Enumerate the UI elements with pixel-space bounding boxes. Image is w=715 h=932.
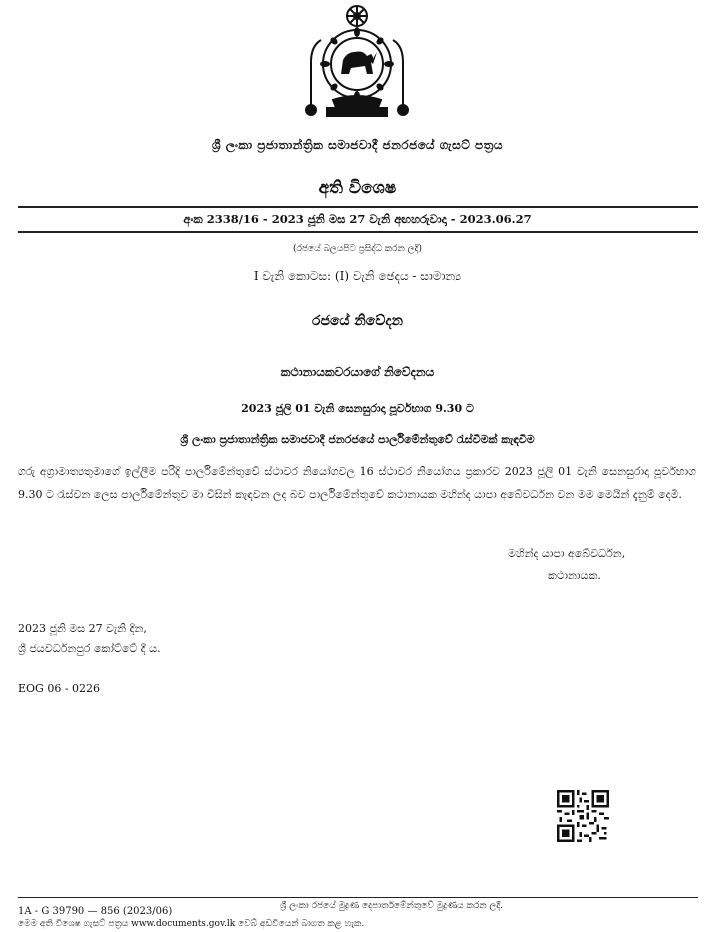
signature-title: කථානායක.: [548, 569, 601, 582]
header-bottom-rule: [18, 231, 698, 233]
notice-subject: ශ්‍රී ලංකා ප්‍රජාතාන්ත්‍රික සමාජවාදී ජනරජයේ පාර්ලිමේන්තුවේ රැස්වීමක් කැඳවීම: [180, 433, 535, 446]
gazette-subtitle: අති විශෙෂ: [318, 178, 397, 198]
footer-code: 1A - G 39790 — 856 (2023/06): [18, 906, 173, 917]
date-line: 2023 ජූනි මස 27 වැනි දින,: [18, 622, 147, 635]
printed-by-line: ශ්‍රී ලංකා රජයේ මුද්‍රණ දෙපාර්තමේන්තුවේ මුද්‍රණය කරන ලදී.: [280, 901, 504, 911]
place-line: ශ්‍රී ජයවර්ධනපුර කෝට්ටේ දී ය.: [18, 642, 161, 655]
published-by-line: (රජයේ බලයපිට ප්‍රසිද්ධ කරන ලදි): [292, 244, 423, 254]
footer-rule: [18, 897, 698, 898]
footer-web-note: මෙම අති විශෙෂ ගැසට් පත්‍රය www.documents.gov.lk වෙබ් අඩවියෙන් බාගත කළ හැක.: [18, 919, 365, 929]
reference-number: EOG 06 - 0226: [18, 682, 101, 695]
meeting-date: 2023 ජූලි 01 වැනි සෙනසුරාදා පූර්වභාග 9.30 ට: [241, 402, 474, 415]
notice-body: ගරු අග්‍රාමාත්‍යතුමාගේ ඉල්ලීම පරිදි පාර්ලිමේන්තුවේ ස්ථාවර නියෝගවල 16 ස්ථාවර නියෝගය ප්‍රකාරව 2023 ජූලි 01 වැනි සෙනසුරාදා පූර්වභාග 9.30 ට රැස්වන ලෙස පාර්ලිමේන්තුව මා විසින් කැඳවන ලද බව පාර්ලිමේන්තුවේ කථානායක මහින්ද යාපා අබේවර්ධන වන මම මෙයින් දැනුම් දෙමි.: [18, 465, 696, 501]
issue-line: අංක 2338/16 - 2023 ජූනි මස 27 වැනි අඟහරුවාදා - 2023.06.27: [183, 212, 532, 226]
gazette-title: ශ්‍රී ලංකා ප්‍රජාතාන්ත්‍රික සමාජවාදී ජනරජයේ ගැසට් පත්‍රය: [211, 138, 504, 152]
header-top-rule: [18, 206, 698, 208]
notices-heading: රජයේ නිවේදන: [312, 313, 403, 329]
notice-title: කථානායකවරයාගේ නිවේදනය: [280, 365, 435, 379]
national-emblem-icon: [293, 2, 421, 120]
qr-code-icon: [557, 790, 609, 842]
part-title: I වැනි කොටස: (I) වැනි ඡෙදය - සාමාන්‍ය: [253, 269, 462, 283]
signature-name: මහින්ද යාපා අබේවර්ධන,: [508, 547, 626, 560]
